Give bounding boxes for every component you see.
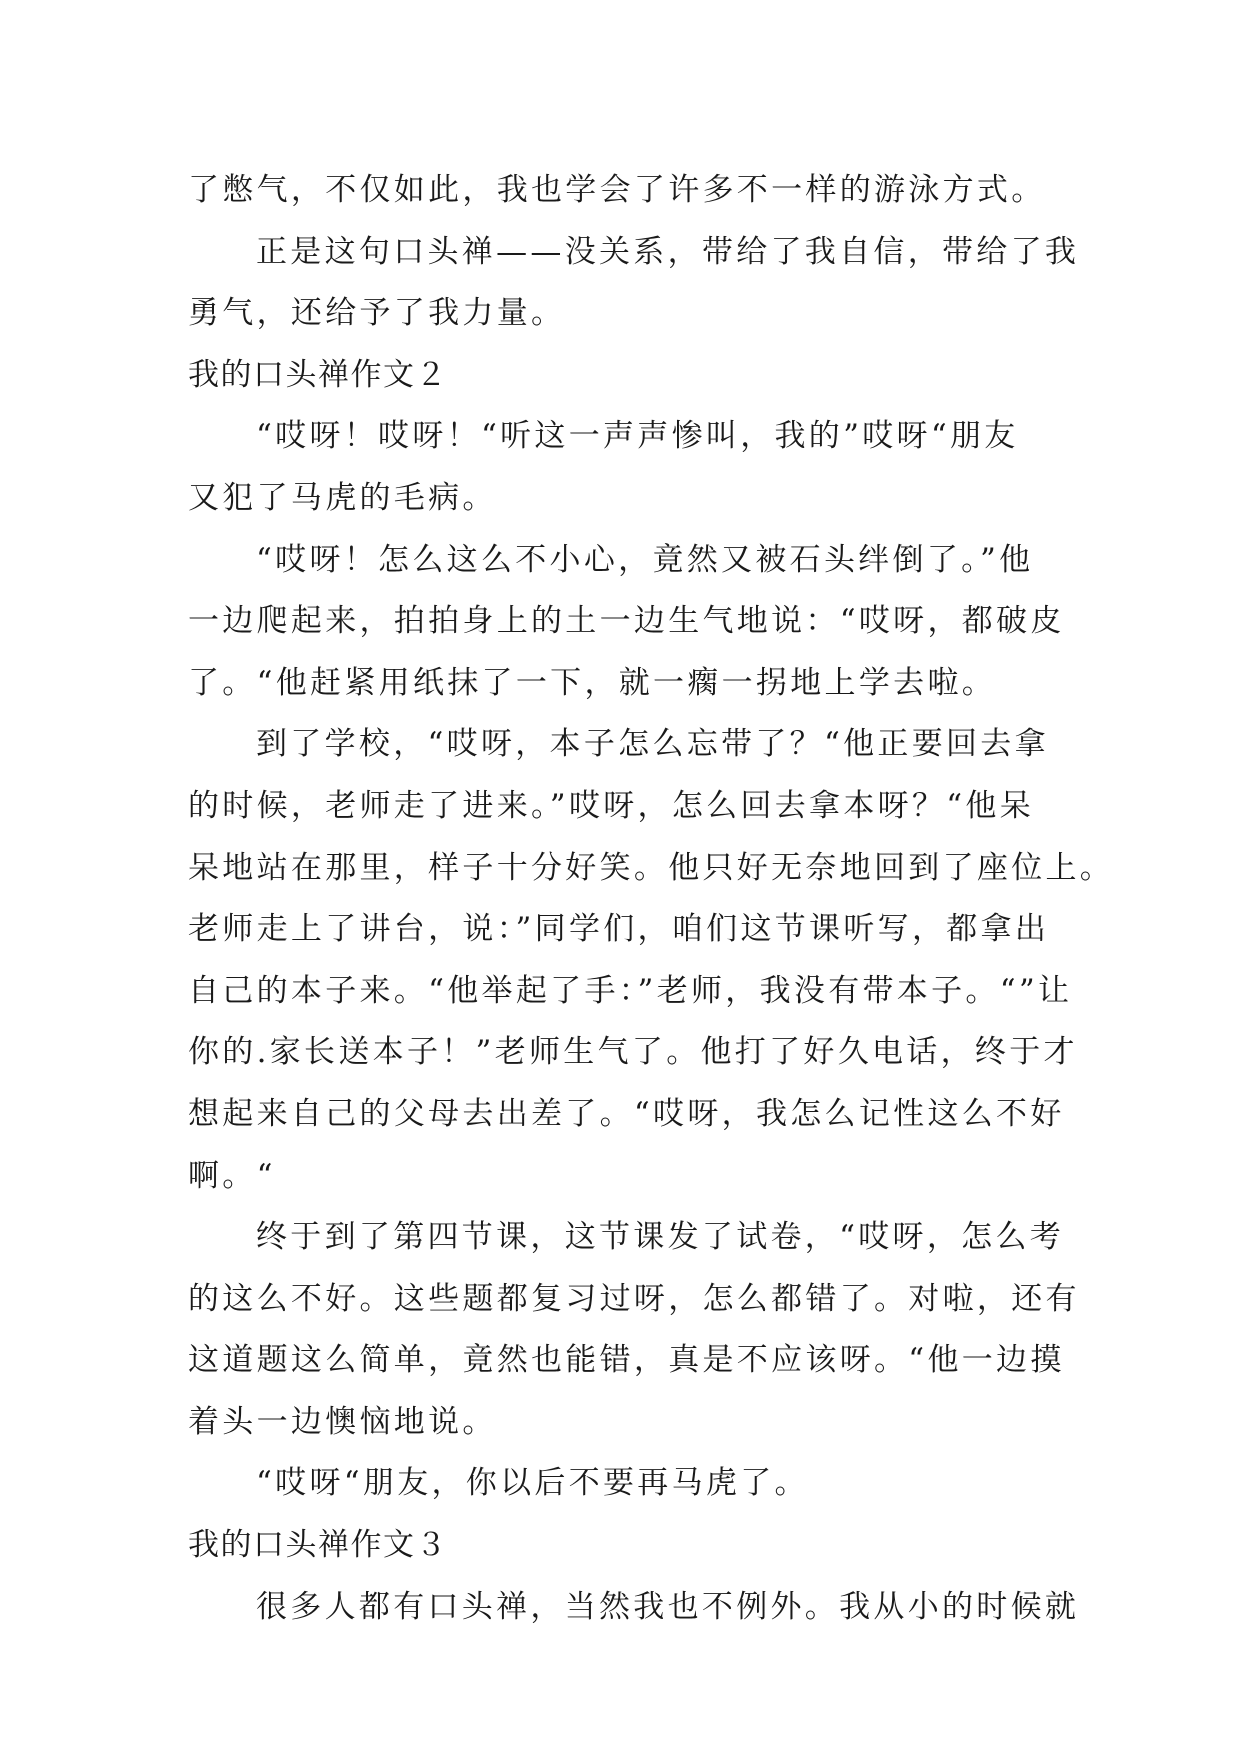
text-line: 了。“他赶紧用纸抹了一下，就一瘸一拐地上学去啦。 bbox=[188, 664, 997, 701]
section-heading bbox=[188, 345, 1056, 407]
text-line: 自己的本子来。“他举起了手：”老师，我没有带本子。“”让 bbox=[188, 972, 1073, 1009]
text-line: “哎呀！哎呀！“听这一声声惨叫，我的”哎呀“朋友 bbox=[256, 418, 1019, 455]
text-line: 老师走上了讲台，说：”同学们，咱们这节课听写，都拿出 bbox=[188, 911, 1050, 948]
text-line: 呆地站在那里，样子十分好笑。他只好无奈地回到了座位上。 bbox=[188, 849, 1115, 886]
text-line: “哎呀“朋友，你以后不要再马虎了。 bbox=[256, 1465, 809, 1502]
text-line: 正是这句口头禅——没关系，带给了我自信，带给了我 bbox=[256, 233, 1080, 270]
text-line: 的时候，老师走了进来。”哎呀，怎么回去拿本呀？“他呆 bbox=[188, 787, 1034, 824]
text-line: 又犯了马虎的毛病。 bbox=[188, 479, 497, 516]
text-line: “哎呀！怎么这么不小心，竟然又被石头绊倒了。”他 bbox=[256, 541, 1034, 578]
document-body bbox=[188, 160, 1115, 1638]
text-line: 这道题这么简单，竟然也能错，真是不应该呀。“他一边摸 bbox=[188, 1342, 1065, 1379]
heading-text: 我的口头禅作文２ bbox=[188, 356, 448, 393]
paragraph bbox=[188, 1453, 1056, 1515]
section-heading bbox=[188, 1515, 1056, 1577]
text-line: 终于到了第四节课，这节课发了试卷，“哎呀，怎么考 bbox=[256, 1219, 1065, 1256]
paragraph bbox=[188, 222, 1080, 345]
text-line: 你的.家长送本子！”老师生气了。他打了好久电话，终于才 bbox=[188, 1034, 1078, 1071]
text-line: 一边爬起来，拍拍身上的土一边生气地说：“哎呀，都破皮 bbox=[188, 603, 1065, 640]
text-line: 着头一边懊恼地说。 bbox=[188, 1403, 497, 1440]
text-line: 的这么不好。这些题都复习过呀，怎么都错了。对啦，还有 bbox=[188, 1280, 1080, 1317]
paragraph bbox=[188, 1207, 1080, 1453]
paragraph bbox=[188, 530, 1065, 715]
text-line: 很多人都有口头禅，当然我也不例外。我从小的时候就 bbox=[256, 1588, 1080, 1625]
text-line: 勇气，还给予了我力量。 bbox=[188, 295, 566, 332]
paragraph bbox=[188, 714, 1115, 1207]
text-line: 了憋气，不仅如此，我也学会了许多不一样的游泳方式。 bbox=[188, 172, 1046, 208]
text-line: 到了学校，“哎呀，本子怎么忘带了？“他正要回去拿 bbox=[256, 726, 1049, 763]
heading-text: 我的口头禅作文３ bbox=[188, 1527, 448, 1564]
text-line: 啊。“ bbox=[188, 1157, 276, 1194]
paragraph bbox=[188, 406, 1056, 529]
paragraph bbox=[188, 160, 1056, 222]
text-line: 想起来自己的父母去出差了。“哎呀，我怎么记性这么不好 bbox=[188, 1095, 1065, 1132]
paragraph bbox=[188, 1577, 1080, 1639]
